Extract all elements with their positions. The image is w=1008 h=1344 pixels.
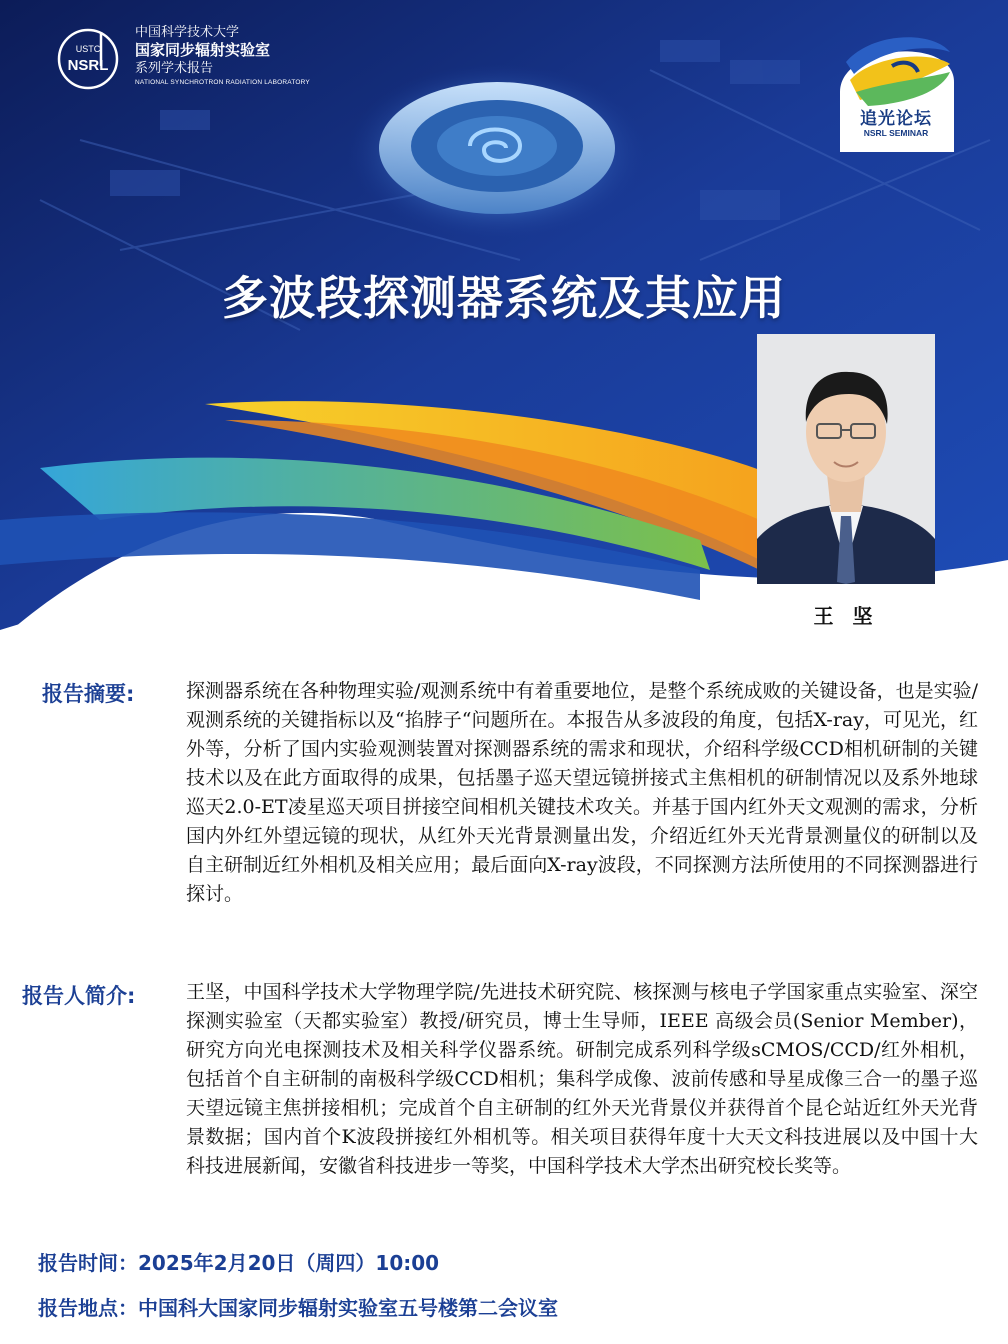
bio-text: 王坚，中国科学技术大学物理学院/先进技术研究院、核探测与核电子学国家重点实验室、深空探测实验室（天都实验室）教授/研究员，博士生导师，IEEE 高级会员(Senior Member)，研究方向光电探测技术及相关科学仪器系统。研制完成系列科学级sCMOS/CCD/红外相机，包括首个自主研制的南极科学级CCD相机；集科学成像、波前传感和导星成像三合一的墨子巡天望远镜主焦拼接相机；完成首个自主研制的红外天光背景仪并获得首个昆仑站近红外天光背景数据；国内首个K波段拼接红外相机等。相关项目获得年度十大天文科技进展以及中国十大科技进展新闻，安徽省科技进步一等奖，中国科学技术大学杰出研究校长奖等。 <box>186 981 978 1177</box>
speaker-name: 王 坚 <box>813 604 879 628</box>
logo-university: 中国科学技术大学 <box>135 25 240 40</box>
logo-lab-name: 国家同步辐射实验室 <box>135 41 271 59</box>
logo-text-block <box>135 24 310 88</box>
seminar-subtitle: NSRL SEMINAR <box>863 128 929 138</box>
logo-english-name: NATIONAL SYNCHROTRON RADIATION LABORATORY <box>135 79 310 86</box>
nsrl-logo <box>55 24 315 104</box>
abstract-text: 探测器系统在各种物理实验/观测系统中有着重要地位，是整个系统成败的关键设备，也是实验/观测系统的关键指标以及“掐脖子“问题所在。本报告从多波段的角度，包括X-ray，可见光，红外等，分析了国内实验观测装置对探测器系统的需求和现状，介绍科学级CCD相机研制的关键技术以及在此方面取得的成果，包括墨子巡天望远镜拼接式主焦相机的研制情况以及系外地球巡天2.0-ET凌星巡天项目拼接空间相机关键技术攻关。并基于国内红外天文观测的需求，分析国内外红外望远镜的现状，从红外天光背景测量出发，介绍近红外天光背景测量仪的研制以及自主研制近红外相机及相关应用；最后面向X-ray波段，不同探测方法所使用的不同探测器进行探讨。 <box>186 680 978 905</box>
logo-badge-top: USTC <box>75 44 101 54</box>
abstract-label: 报告摘要: <box>42 682 135 706</box>
seminar-title: 追光论坛 <box>860 109 932 129</box>
talk-time: 报告时间：2025年2月20日（周四）10:00 <box>38 1251 440 1275</box>
seminar-logo <box>832 22 962 152</box>
speaker-photo <box>757 334 935 584</box>
bio-label: 报告人简介: <box>22 984 136 1008</box>
nsrl-emblem-icon <box>55 26 121 92</box>
talk-location: 报告地点：中国科大国家同步辐射实验室五号楼第二会议室 <box>38 1296 558 1320</box>
logo-badge-main: NSRL <box>67 57 109 74</box>
logo-series: 系列学术报告 <box>135 61 214 76</box>
talk-title: 多波段探测器系统及其应用 <box>222 271 786 325</box>
